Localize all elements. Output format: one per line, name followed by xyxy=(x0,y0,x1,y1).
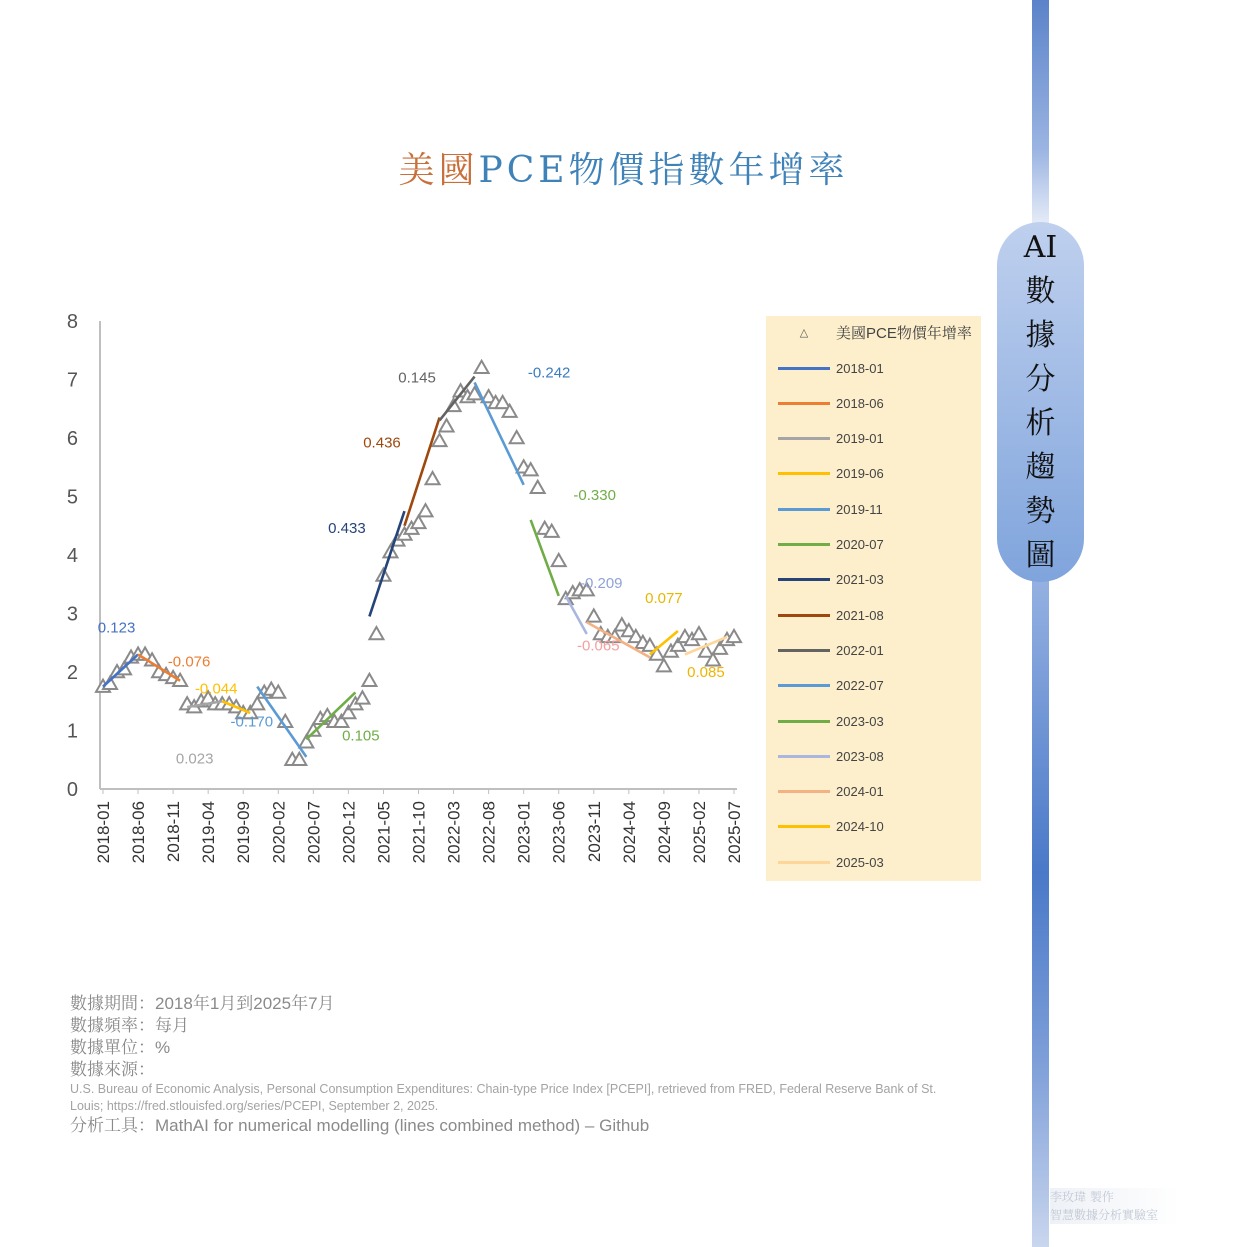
data-point xyxy=(355,691,369,703)
y-tick-label: 5 xyxy=(66,486,78,509)
x-tick-label: 2022-03 xyxy=(444,801,464,864)
legend-item xyxy=(778,782,884,802)
data-point xyxy=(412,516,426,528)
slope-label: 0.433 xyxy=(328,520,366,538)
slope-label: 0.077 xyxy=(645,590,683,608)
badge-char: 分 xyxy=(1025,362,1056,397)
side-badge xyxy=(997,222,1084,582)
legend-swatch xyxy=(778,437,830,440)
x-tick-label: 2024-09 xyxy=(654,801,674,864)
slope-label: 0.436 xyxy=(363,434,401,452)
badge-char: 數 xyxy=(1025,274,1056,309)
legend-item xyxy=(778,358,884,378)
data-point xyxy=(657,659,671,671)
data-point xyxy=(426,472,440,484)
x-tick-label: 2020-02 xyxy=(269,801,289,864)
watermark-lab: 智慧數據分析實驗室 xyxy=(1050,1208,1159,1222)
badge-char: 據 xyxy=(1025,318,1056,353)
y-axis-ticks xyxy=(67,311,78,801)
slope-label: -0.065 xyxy=(577,637,620,655)
y-tick-label: 1 xyxy=(66,720,78,743)
legend-swatch xyxy=(778,402,830,405)
y-tick-label: 3 xyxy=(66,603,78,626)
legend-swatch xyxy=(778,472,830,475)
legend-item xyxy=(778,676,884,696)
badge-char: 勢 xyxy=(1025,494,1056,529)
legend-label: 2021-03 xyxy=(836,572,884,588)
x-tick-label: 2018-11 xyxy=(164,801,184,863)
legend-label: 2018-01 xyxy=(836,360,884,376)
x-tick-label: 2025-02 xyxy=(689,801,709,864)
slope-label: -0.044 xyxy=(194,680,238,698)
author-watermark xyxy=(1050,1188,1180,1224)
y-tick-label: 2 xyxy=(66,662,78,684)
legend-label: 2019-11 xyxy=(836,501,883,517)
legend-label: 2024-10 xyxy=(836,819,884,835)
x-tick-label: 2020-07 xyxy=(304,801,324,864)
legend-item xyxy=(778,535,884,555)
title-part-subject: PCE物價指數年增率 xyxy=(478,150,849,191)
data-point xyxy=(587,609,601,621)
legend-swatch xyxy=(778,790,830,793)
x-tick-label: 2021-05 xyxy=(374,801,394,864)
y-tick-label: 0 xyxy=(66,779,78,801)
legend-item xyxy=(778,711,884,731)
data-point xyxy=(531,481,545,493)
legend-item xyxy=(778,852,884,872)
legend-item xyxy=(778,429,884,449)
legend-item-marker xyxy=(778,322,972,342)
slope-label: 0.023 xyxy=(175,750,214,768)
slope-label: -0.209 xyxy=(579,574,623,592)
x-axis-ticks xyxy=(94,801,744,863)
legend-swatch xyxy=(778,543,830,546)
legend-item xyxy=(778,817,884,837)
slope-label: 0.145 xyxy=(398,369,436,387)
slope-label: 0.105 xyxy=(342,727,380,745)
legend-label: 2019-06 xyxy=(836,466,884,482)
data-point xyxy=(419,504,433,516)
legend-item xyxy=(778,464,884,484)
data-point xyxy=(440,419,454,431)
data-markers xyxy=(96,361,741,768)
badge-char: AI xyxy=(1023,230,1058,265)
x-tick-label: 2022-08 xyxy=(479,801,499,864)
legend-swatch xyxy=(778,755,830,758)
legend-label: 2023-08 xyxy=(836,748,884,764)
x-tick-label: 2021-10 xyxy=(409,801,429,864)
slope-label: 0.123 xyxy=(97,619,136,637)
footer-tool: 分析工具：MathAI for numerical modelling (lines combined method) – Github xyxy=(70,1116,650,1135)
trend-line-2018-01 xyxy=(103,654,138,686)
x-tick-label: 2019-04 xyxy=(199,801,219,864)
slope-label: -0.330 xyxy=(573,486,616,504)
legend-label: 2019-01 xyxy=(836,431,884,447)
x-tick-label: 2018-06 xyxy=(129,801,149,864)
legend-swatch xyxy=(778,684,830,687)
x-tick-label: 2025-07 xyxy=(725,801,744,864)
data-point xyxy=(250,697,264,709)
x-tick-label: 2019-09 xyxy=(234,801,254,864)
trend-lines xyxy=(103,377,727,757)
legend-item xyxy=(778,746,884,766)
data-point xyxy=(369,627,383,639)
watermark-author: 李玫瑋 製作 xyxy=(1050,1190,1114,1204)
page-title xyxy=(0,142,1247,193)
chart-axes xyxy=(97,321,737,794)
legend-label: 2023-03 xyxy=(836,713,884,729)
legend-swatch xyxy=(778,720,830,723)
legend-swatch xyxy=(778,367,830,370)
x-tick-label: 2023-11 xyxy=(584,801,604,863)
footer-source-text: U.S. Bureau of Economic Analysis, Personal Consumption Expenditures: Chain-type Price Index [PCEPI], retrieved from FRED, Federal Reserve Bank of St. Louis; https://fred.stlouisfed.org/series/PCEPI, September 2, 2025. xyxy=(70,1082,937,1113)
legend-swatch xyxy=(778,861,830,864)
trend-line-2023-08 xyxy=(566,596,587,634)
data-point xyxy=(475,361,489,373)
data-point xyxy=(362,674,376,686)
chart-legend xyxy=(766,316,981,881)
legend-swatch xyxy=(778,614,830,617)
slope-label: 0.085 xyxy=(687,663,725,681)
legend-label: 2020-07 xyxy=(836,537,884,552)
slope-label: -0.076 xyxy=(167,653,211,671)
badge-char: 圖 xyxy=(1025,538,1056,573)
legend-swatch xyxy=(778,825,830,828)
legend-label: 2022-01 xyxy=(836,642,884,658)
slope-label: -0.170 xyxy=(230,713,274,731)
pce-chart xyxy=(0,300,760,900)
legend-item xyxy=(778,605,884,625)
data-point xyxy=(692,627,706,639)
y-tick-label: 6 xyxy=(66,428,78,450)
x-tick-label: 2020-12 xyxy=(339,801,359,864)
legend-item xyxy=(778,393,884,413)
data-point xyxy=(510,431,524,443)
badge-char: 趨 xyxy=(1025,450,1056,485)
footer-source-label: 數據來源： xyxy=(70,1060,155,1079)
footer-notes xyxy=(70,993,970,1137)
legend-item xyxy=(778,499,883,519)
footer-frequency: 數據頻率：每月 xyxy=(70,1016,189,1035)
badge-char: 析 xyxy=(1025,406,1056,441)
legend-label: 2022-07 xyxy=(836,678,884,694)
legend-swatch xyxy=(778,508,830,511)
title-part-country: 美國 xyxy=(398,150,479,191)
data-point xyxy=(552,554,566,566)
legend-item xyxy=(778,570,884,590)
x-tick-label: 2018-01 xyxy=(94,801,113,864)
footer-period: 數據期間：2018年1月到2025年7月 xyxy=(70,994,335,1013)
x-tick-label: 2023-06 xyxy=(549,801,569,864)
legend-label: 2024-01 xyxy=(836,784,884,800)
x-tick-label: 2023-01 xyxy=(514,801,534,864)
slope-label: -0.242 xyxy=(527,364,571,382)
y-tick-label: 7 xyxy=(66,369,78,392)
x-tick-label: 2024-04 xyxy=(619,801,639,864)
legend-swatch xyxy=(778,578,830,581)
legend-item xyxy=(778,640,884,660)
footer-unit: 數據單位：% xyxy=(70,1038,171,1057)
legend-label: 2025-03 xyxy=(836,854,884,870)
legend-label: 美國PCE物價年增率 xyxy=(836,324,972,342)
legend-label: 2018-06 xyxy=(836,395,884,411)
trend-line-2021-03 xyxy=(369,511,404,616)
triangle-marker-icon: △ xyxy=(799,325,809,339)
y-tick-label: 4 xyxy=(66,545,78,567)
legend-swatch xyxy=(778,649,830,652)
data-point xyxy=(299,735,313,747)
legend-label: 2021-08 xyxy=(836,607,884,623)
y-tick-label: 8 xyxy=(66,311,78,333)
